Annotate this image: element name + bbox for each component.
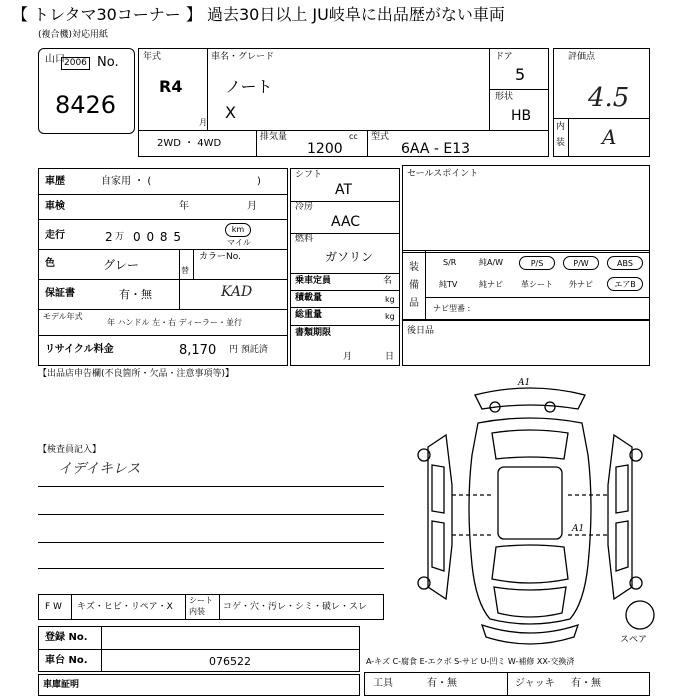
scratch-legend: キズ・ヒビ・リペア・X (77, 602, 173, 612)
recycle-yen: 円 預託済 (229, 345, 268, 355)
load-label: 積載量 (295, 293, 323, 303)
fw-label: F W (45, 602, 62, 612)
damage-legend-box (38, 594, 384, 620)
tools-options: 有・無 (427, 678, 457, 689)
record-period-month: 月 (343, 352, 353, 362)
name-grade-label: 車名・グレード (211, 52, 275, 62)
displacement-label: 排気量 (260, 132, 288, 142)
model-label: 型式 (371, 132, 390, 142)
equip-genuine-aw: 純A/W (479, 258, 504, 267)
equip-ps-circled: P/S (519, 256, 555, 270)
seat-label-1: シート (189, 596, 213, 605)
door-value: 5 (515, 65, 526, 84)
lot-number: 8426 (55, 91, 117, 119)
month-label: 月 (199, 118, 207, 127)
km-option: km (225, 223, 251, 237)
shift-value: AT (335, 182, 353, 198)
inspector-note-handwritten: イデイキレス (58, 461, 141, 477)
code-legend: A-キズ C-腐食 E-エクボ S-サビ U-凹ミ W-補修 XX-交換済 (366, 657, 575, 666)
gross-label: 総重量 (295, 310, 323, 320)
vehicle-info-box (138, 48, 549, 157)
navi-type-label: ナビ型番 : (433, 304, 471, 313)
interior-score: A (602, 125, 617, 149)
inspection-year: 年 (179, 201, 189, 212)
lot-year-code: 2006 (61, 57, 90, 70)
equip-airbag-circled: エアB (607, 277, 643, 291)
arrival-date-box (402, 320, 650, 366)
equip-genuine-tv: 純TV (439, 280, 458, 289)
chassis-label: 車台 No. (45, 655, 88, 666)
mile-option: マイル (227, 238, 251, 247)
tools-label: 工具 (373, 678, 393, 689)
cc-label: cc (349, 132, 358, 141)
capacity-unit: 名 (383, 276, 393, 286)
recycle-label: リサイクル料金 (45, 344, 114, 355)
rating-label: 評価点 (568, 52, 596, 62)
equipment-label-2: 備 (409, 280, 419, 291)
displacement-value: 1200 (307, 141, 343, 157)
shift-label: シフト (295, 170, 323, 180)
history-label: 車歴 (45, 176, 65, 187)
seat-legend: コゲ・穴・汚レ・シミ・破レ・スレ (223, 602, 368, 612)
fuel-value: ガソリン (325, 250, 374, 264)
warranty-label: 保証書 (45, 288, 75, 299)
gross-unit: kg (385, 312, 395, 321)
equip-genuine-navi: 純ナビ (479, 280, 503, 289)
jack-options: 有・無 (571, 678, 601, 689)
capacity-label: 乗車定員 (295, 276, 332, 286)
interior-label-2: 装 (556, 138, 566, 148)
sales-point-label: セールスポイント (407, 169, 479, 179)
rating-score: 4.5 (588, 83, 630, 113)
registration-label: 登録 No. (45, 632, 88, 643)
equip-abs-circled: ABS (607, 256, 643, 270)
mileage-digits: 0 0 8 5 (133, 230, 182, 244)
tools-jack-box (364, 672, 650, 696)
sales-point-box (402, 165, 650, 253)
year-value: R4 (159, 77, 183, 96)
diagram-mark-rear: A1 (518, 378, 531, 388)
car-damage-diagram (400, 375, 660, 655)
spare-label: スペア (620, 635, 648, 645)
recycle-fee: 8,170 (179, 343, 217, 358)
model-code: 6AA - E13 (401, 141, 471, 157)
warranty-options: 有・無 (119, 288, 152, 301)
equip-pw-circled: P/W (563, 256, 599, 270)
lot-region: 山口 (45, 54, 65, 65)
seller-notes-label: 【出品店申告欄(不良箇所・欠品・注意事項等)】 (38, 369, 235, 379)
history-paren: ) (257, 176, 261, 187)
inspection-label: 車検 (45, 201, 65, 212)
fuel-label: 燃料 (295, 234, 314, 244)
ac-value: AAC (331, 214, 361, 230)
history-private: 自家用 ・ ( (101, 176, 152, 187)
form-type: (複合機)対応用紙 (38, 30, 109, 40)
page-banner: 【 トレタマ30コーナー 】 過去30日以上 JU岐阜に出品歴がない車両 (12, 5, 505, 24)
diagram-mark-side: A1 (572, 524, 585, 534)
seat-label-2: 内装 (189, 607, 205, 616)
drive-type: 2WD ・ 4WD (157, 138, 222, 149)
shape-value: HB (511, 108, 532, 124)
color-code-handwritten: KAD (221, 284, 253, 300)
registration-box (38, 626, 360, 672)
garage-cert-label: 車庫証明 (43, 680, 80, 690)
car-name: ノート (225, 77, 273, 96)
arrival-date-label: 後日品 (407, 326, 435, 336)
color-value: グレー (103, 258, 140, 272)
year-label: 年式 (143, 52, 162, 62)
lot-no-label: No. (97, 55, 119, 70)
jack-label: ジャッキ (515, 678, 555, 689)
mileage-label: 走行 (45, 230, 65, 241)
record-period-label: 書類期限 (295, 328, 332, 338)
equipment-label-1: 装 (409, 262, 419, 273)
equip-leather-seat: 革シート (521, 280, 553, 289)
mileage-man-unit: 万 (115, 232, 125, 242)
details-box (38, 168, 288, 366)
handle-label: 年 ハンドル 左・右 ディーラー・並行 (107, 318, 242, 327)
color-label: 色 (45, 258, 55, 269)
record-period-day: 日 (385, 352, 395, 362)
rating-box (553, 48, 650, 157)
chassis-number: 076522 (209, 655, 251, 668)
equipment-box (402, 250, 650, 320)
load-unit: kg (385, 295, 395, 304)
door-label: ドア (495, 52, 513, 62)
color-no-label: カラーNo. (199, 252, 241, 262)
equip-aftermarket-navi: 外ナビ (569, 280, 593, 289)
equipment-label-3: 品 (409, 298, 419, 309)
garage-cert-box (38, 674, 360, 696)
color-change-label: 替 (181, 266, 189, 275)
shape-label: 形状 (495, 92, 514, 102)
inspector-notes-label: 【検査員記入】 (38, 445, 102, 455)
interior-label-1: 内 (556, 122, 566, 132)
lot-box (38, 48, 135, 134)
equip-sr: S/R (443, 258, 457, 267)
specs-box (290, 168, 400, 366)
ac-label: 冷房 (295, 202, 314, 212)
model-year-label: モデル年式 (43, 312, 83, 321)
mileage-man-value: 2 (105, 230, 113, 244)
car-grade: X (225, 103, 236, 122)
inspection-month: 月 (247, 201, 257, 212)
